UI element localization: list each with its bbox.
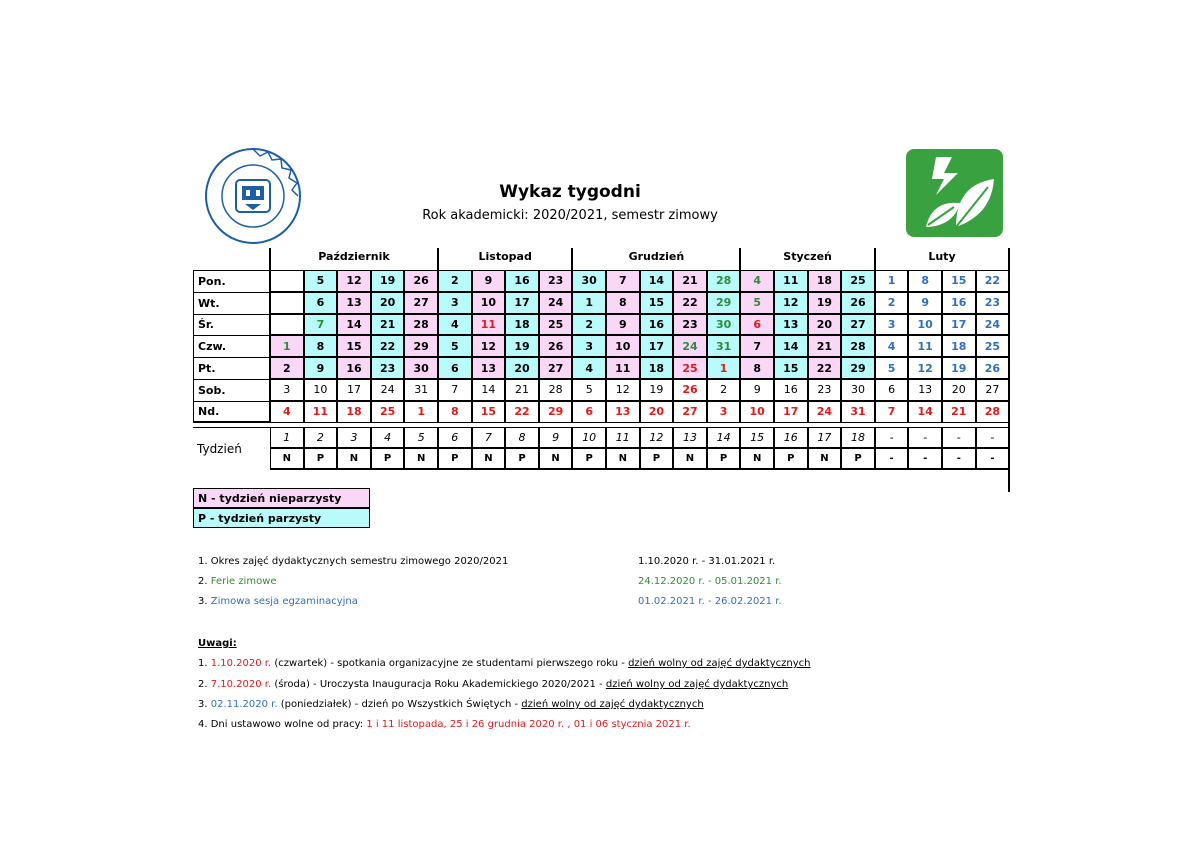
calendar-day-cell [270,292,304,314]
calendar-day-cell: 8 [438,401,472,423]
week-number-cell: 2 [304,427,338,449]
calendar-day-cell: 28 [539,379,573,401]
calendar-day-cell: 12 [606,379,640,401]
calendar-day-cell: 7 [304,314,338,336]
page-subtitle: Rok akademicki: 2020/2021, semestr zimowy [422,208,718,223]
calendar-day-cell: 25 [371,401,405,423]
week-number-cell: 13 [673,427,707,449]
calendar-day-cell: 7 [740,335,774,357]
calendar-day-cell: 31 [841,401,875,423]
calendar-day-cell: 19 [371,270,405,292]
calendar-day-cell: 6 [304,292,338,314]
day-label: Nd. [193,401,270,423]
calendar-day-cell: 9 [606,314,640,336]
week-number-cell: 8 [505,427,539,449]
calendar-day-cell: 1 [404,401,438,423]
calendar-day-cell: 17 [774,401,808,423]
period-3-dates: 01.02.2021 r. - 26.02.2021 r. [638,596,782,607]
calendar-day-cell: 23 [539,270,573,292]
calendar-day-cell: 21 [505,379,539,401]
calendar-day-cell: 10 [304,379,338,401]
calendar-day-cell: 2 [572,314,606,336]
calendar-day-cell: 22 [505,401,539,423]
calendar-day-cell: 15 [774,357,808,379]
calendar-day-cell: 4 [572,357,606,379]
calendar-day-cell: 7 [606,270,640,292]
calendar-day-cell: 28 [707,270,741,292]
leaf-lightning-logo [906,149,1003,237]
calendar-day-cell [270,314,304,336]
calendar-day-cell: 3 [875,314,909,336]
calendar-day-cell: 11 [304,401,338,423]
calendar-day-cell: 30 [841,379,875,401]
week-parity-cell: P [371,448,405,470]
week-number-cell: - [875,427,909,449]
month-divider [571,248,573,423]
calendar-day-cell: 21 [371,314,405,336]
calendar-day-cell: 29 [404,335,438,357]
calendar-day-cell: 4 [740,270,774,292]
week-number-cell: 10 [572,427,606,449]
note-1: 1. 1.10.2020 r. (czwartek) - spotkania organizacyjne ze studentami pierwszego roku - dzień wolny od zajęć dydaktycznych [198,658,811,669]
calendar-day-cell: 18 [505,314,539,336]
calendar-day-cell: 10 [740,401,774,423]
week-parity-cell: N [404,448,438,470]
calendar-day-cell: 13 [908,379,942,401]
calendar-day-cell: 28 [841,335,875,357]
week-parity-cell: P [438,448,472,470]
calendar-day-cell: 17 [505,292,539,314]
note-4: 4. Dni ustawowo wolne od pracy: 1 i 11 listopada, 25 i 26 grudnia 2020 r. , 01 i 06 stycznia 2021 r. [198,719,691,730]
calendar-day-cell: 19 [640,379,674,401]
university-logo [190,146,316,246]
week-number-cell: - [908,427,942,449]
calendar-day-cell: 2 [270,357,304,379]
calendar-day-cell: 27 [539,357,573,379]
week-parity-cell: P [572,448,606,470]
week-parity-cell: N [472,448,506,470]
legend-odd: N - tydzień nieparzysty [193,488,370,508]
calendar-day-cell: 12 [337,270,371,292]
week-number-cell: 5 [404,427,438,449]
notes-title: Uwagi: [198,638,237,649]
week-number-cell: 18 [841,427,875,449]
calendar-day-cell: 21 [942,401,976,423]
month-divider [874,248,876,423]
calendar-day-cell: 20 [371,292,405,314]
calendar-day-cell: 21 [673,270,707,292]
calendar-day-cell: 16 [505,270,539,292]
week-number-cell: 15 [740,427,774,449]
calendar-day-cell: 12 [908,357,942,379]
week-number-cell: - [942,427,976,449]
week-parity-cell: N [740,448,774,470]
calendar-day-cell: 29 [841,357,875,379]
week-number-cell: 14 [707,427,741,449]
week-parity-cell: P [640,448,674,470]
calendar-day-cell: 16 [942,292,976,314]
calendar-day-cell: 3 [707,401,741,423]
calendar-day-cell: 16 [640,314,674,336]
calendar-day-cell: 23 [673,314,707,336]
month-divider [437,248,439,423]
calendar-day-cell: 15 [640,292,674,314]
calendar-day-cell: 20 [640,401,674,423]
calendar-day-cell: 29 [539,401,573,423]
calendar-day-cell: 1 [270,335,304,357]
week-parity-cell: P [304,448,338,470]
calendar-day-cell: 11 [472,314,506,336]
week-parity-cell: P [841,448,875,470]
calendar-day-cell: 8 [304,335,338,357]
calendar-day-cell: 27 [404,292,438,314]
month-header: Grudzień [628,250,685,263]
calendar-day-cell: 13 [337,292,371,314]
calendar-day-cell: 12 [472,335,506,357]
calendar-day-cell: 20 [808,314,842,336]
calendar-day-cell: 9 [304,357,338,379]
day-label: Pon. [193,270,270,292]
calendar-day-cell: 11 [774,270,808,292]
calendar-day-cell: 26 [841,292,875,314]
calendar-day-cell: 7 [875,401,909,423]
week-number-cell: 3 [337,427,371,449]
period-2-label: 2. Ferie zimowe [198,576,277,587]
calendar-day-cell: 2 [875,292,909,314]
calendar-day-cell: 19 [505,335,539,357]
calendar-day-cell: 7 [438,379,472,401]
week-number-cell: 12 [640,427,674,449]
calendar-day-cell: 26 [673,379,707,401]
calendar-day-cell: 6 [875,379,909,401]
week-parity-cell: - [976,448,1010,470]
week-parity-cell: - [875,448,909,470]
calendar-day-cell: 4 [270,401,304,423]
calendar-day-cell: 1 [572,292,606,314]
week-number-cell: 11 [606,427,640,449]
day-label: Pt. [193,357,270,379]
calendar-day-cell: 9 [908,292,942,314]
calendar-day-cell: 28 [976,401,1010,423]
month-divider [269,248,271,423]
calendar-day-cell: 5 [740,292,774,314]
week-number-cell: 9 [539,427,573,449]
calendar-day-cell: 22 [808,357,842,379]
week-parity-cell: N [606,448,640,470]
calendar-day-cell: 15 [337,335,371,357]
calendar-day-cell: 20 [942,379,976,401]
day-label: Sob. [193,379,270,401]
calendar-day-cell: 25 [673,357,707,379]
calendar-day-cell: 13 [472,357,506,379]
calendar-day-cell: 27 [841,314,875,336]
day-label: Czw. [193,335,270,357]
calendar-day-cell: 24 [976,314,1010,336]
calendar-day-cell [270,270,304,292]
calendar-day-cell: 19 [808,292,842,314]
month-divider [739,248,741,423]
calendar-day-cell: 16 [337,357,371,379]
calendar-day-cell: 14 [472,379,506,401]
calendar-day-cell: 8 [908,270,942,292]
calendar-day-cell: 8 [740,357,774,379]
calendar-day-cell: 30 [404,357,438,379]
calendar-day-cell: 5 [438,335,472,357]
week-number-cell: 17 [808,427,842,449]
day-label: Śr. [193,314,270,336]
week-parity-cell: - [908,448,942,470]
calendar-day-cell: 10 [908,314,942,336]
calendar-day-cell: 27 [673,401,707,423]
calendar-day-cell: 14 [774,335,808,357]
calendar-day-cell: 15 [942,270,976,292]
period-3-label: 3. Zimowa sesja egzaminacyjna [198,596,358,607]
calendar-day-cell: 13 [606,401,640,423]
calendar-day-cell: 14 [337,314,371,336]
calendar-day-cell: 10 [606,335,640,357]
grid-right-border [1008,248,1010,492]
calendar-day-cell: 26 [539,335,573,357]
calendar-day-cell: 2 [438,270,472,292]
week-parity-cell: N [337,448,371,470]
month-header: Październik [318,250,390,263]
calendar-day-cell: 23 [808,379,842,401]
calendar-day-cell: 17 [640,335,674,357]
calendar-day-cell: 6 [740,314,774,336]
calendar-day-cell: 30 [572,270,606,292]
legend-even: P - tydzień parzysty [193,508,370,528]
week-number-cell: 1 [270,427,304,449]
calendar-day-cell: 15 [472,401,506,423]
calendar-day-cell: 4 [438,314,472,336]
calendar-day-cell: 5 [304,270,338,292]
calendar-day-cell: 8 [606,292,640,314]
period-1-dates: 1.10.2020 r. - 31.01.2021 r. [638,556,776,567]
calendar-day-cell: 5 [572,379,606,401]
week-parity-cell: N [539,448,573,470]
calendar-day-cell: 6 [572,401,606,423]
calendar-day-cell: 26 [404,270,438,292]
calendar-day-cell: 1 [875,270,909,292]
calendar-day-cell: 2 [707,379,741,401]
calendar-day-cell: 24 [673,335,707,357]
calendar-day-cell: 3 [438,292,472,314]
calendar-day-cell: 17 [942,314,976,336]
period-2-dates: 24.12.2020 r. - 05.01.2021 r. [638,576,782,587]
calendar-day-cell: 30 [707,314,741,336]
note-3: 3. 02.11.2020 r. (poniedziałek) - dzień po Wszystkich Świętych - dzień wolny od zajęć dydaktycznych [198,699,704,710]
calendar-day-cell: 11 [606,357,640,379]
calendar-day-cell: 9 [472,270,506,292]
calendar-day-cell: 23 [371,357,405,379]
week-number-cell: - [976,427,1010,449]
week-number-cell: 7 [472,427,506,449]
calendar-day-cell: 27 [976,379,1010,401]
week-parity-cell: N [270,448,304,470]
calendar-day-cell: 5 [875,357,909,379]
month-header: Luty [928,250,956,263]
note-2: 2. 7.10.2020 r. (środa) - Uroczysta Inauguracja Roku Akademickiego 2020/2021 - dzień wolny od zajęć dydaktycznych [198,679,789,690]
page-title: Wykaz tygodni [499,182,641,202]
month-header: Listopad [478,250,532,263]
calendar-day-cell: 24 [539,292,573,314]
week-number-cell: 6 [438,427,472,449]
calendar-day-cell: 25 [539,314,573,336]
calendar-day-cell: 23 [976,292,1010,314]
week-number-cell: 16 [774,427,808,449]
calendar-day-cell: 21 [808,335,842,357]
calendar-day-cell: 14 [908,401,942,423]
calendar-day-cell: 24 [808,401,842,423]
calendar-day-cell: 16 [774,379,808,401]
calendar-day-cell: 6 [438,357,472,379]
calendar-day-cell: 18 [640,357,674,379]
calendar-day-cell: 22 [976,270,1010,292]
calendar-day-cell: 31 [707,335,741,357]
calendar-day-cell: 10 [472,292,506,314]
week-parity-cell: - [942,448,976,470]
calendar-day-cell: 29 [707,292,741,314]
period-1-label: 1. Okres zajęć dydaktycznych semestru zimowego 2020/2021 [198,556,509,567]
calendar-day-cell: 14 [640,270,674,292]
calendar-day-cell: 9 [740,379,774,401]
calendar-day-cell: 17 [337,379,371,401]
calendar-day-cell: 26 [976,357,1010,379]
month-header: Styczeń [783,250,832,263]
calendar-day-cell: 11 [908,335,942,357]
week-label: Tydzień [193,427,270,471]
calendar-day-cell: 13 [774,314,808,336]
calendar-day-cell: 1 [707,357,741,379]
calendar-day-cell: 22 [673,292,707,314]
calendar-day-cell: 18 [337,401,371,423]
calendar-day-cell: 19 [942,357,976,379]
calendar-day-cell: 20 [505,357,539,379]
calendar-day-cell: 3 [572,335,606,357]
calendar-day-cell: 22 [371,335,405,357]
calendar-day-cell: 4 [875,335,909,357]
week-parity-cell: N [808,448,842,470]
calendar-day-cell: 18 [808,270,842,292]
week-parity-cell: P [707,448,741,470]
week-number-cell: 4 [371,427,405,449]
calendar-day-cell: 25 [841,270,875,292]
week-parity-cell: P [774,448,808,470]
day-label: Wt. [193,292,270,314]
calendar-day-cell: 24 [371,379,405,401]
calendar-day-cell: 3 [270,379,304,401]
calendar-day-cell: 25 [976,335,1010,357]
week-parity-cell: N [673,448,707,470]
week-parity-cell: P [505,448,539,470]
calendar-day-cell: 28 [404,314,438,336]
calendar-day-cell: 31 [404,379,438,401]
calendar-day-cell: 18 [942,335,976,357]
calendar-day-cell: 12 [774,292,808,314]
